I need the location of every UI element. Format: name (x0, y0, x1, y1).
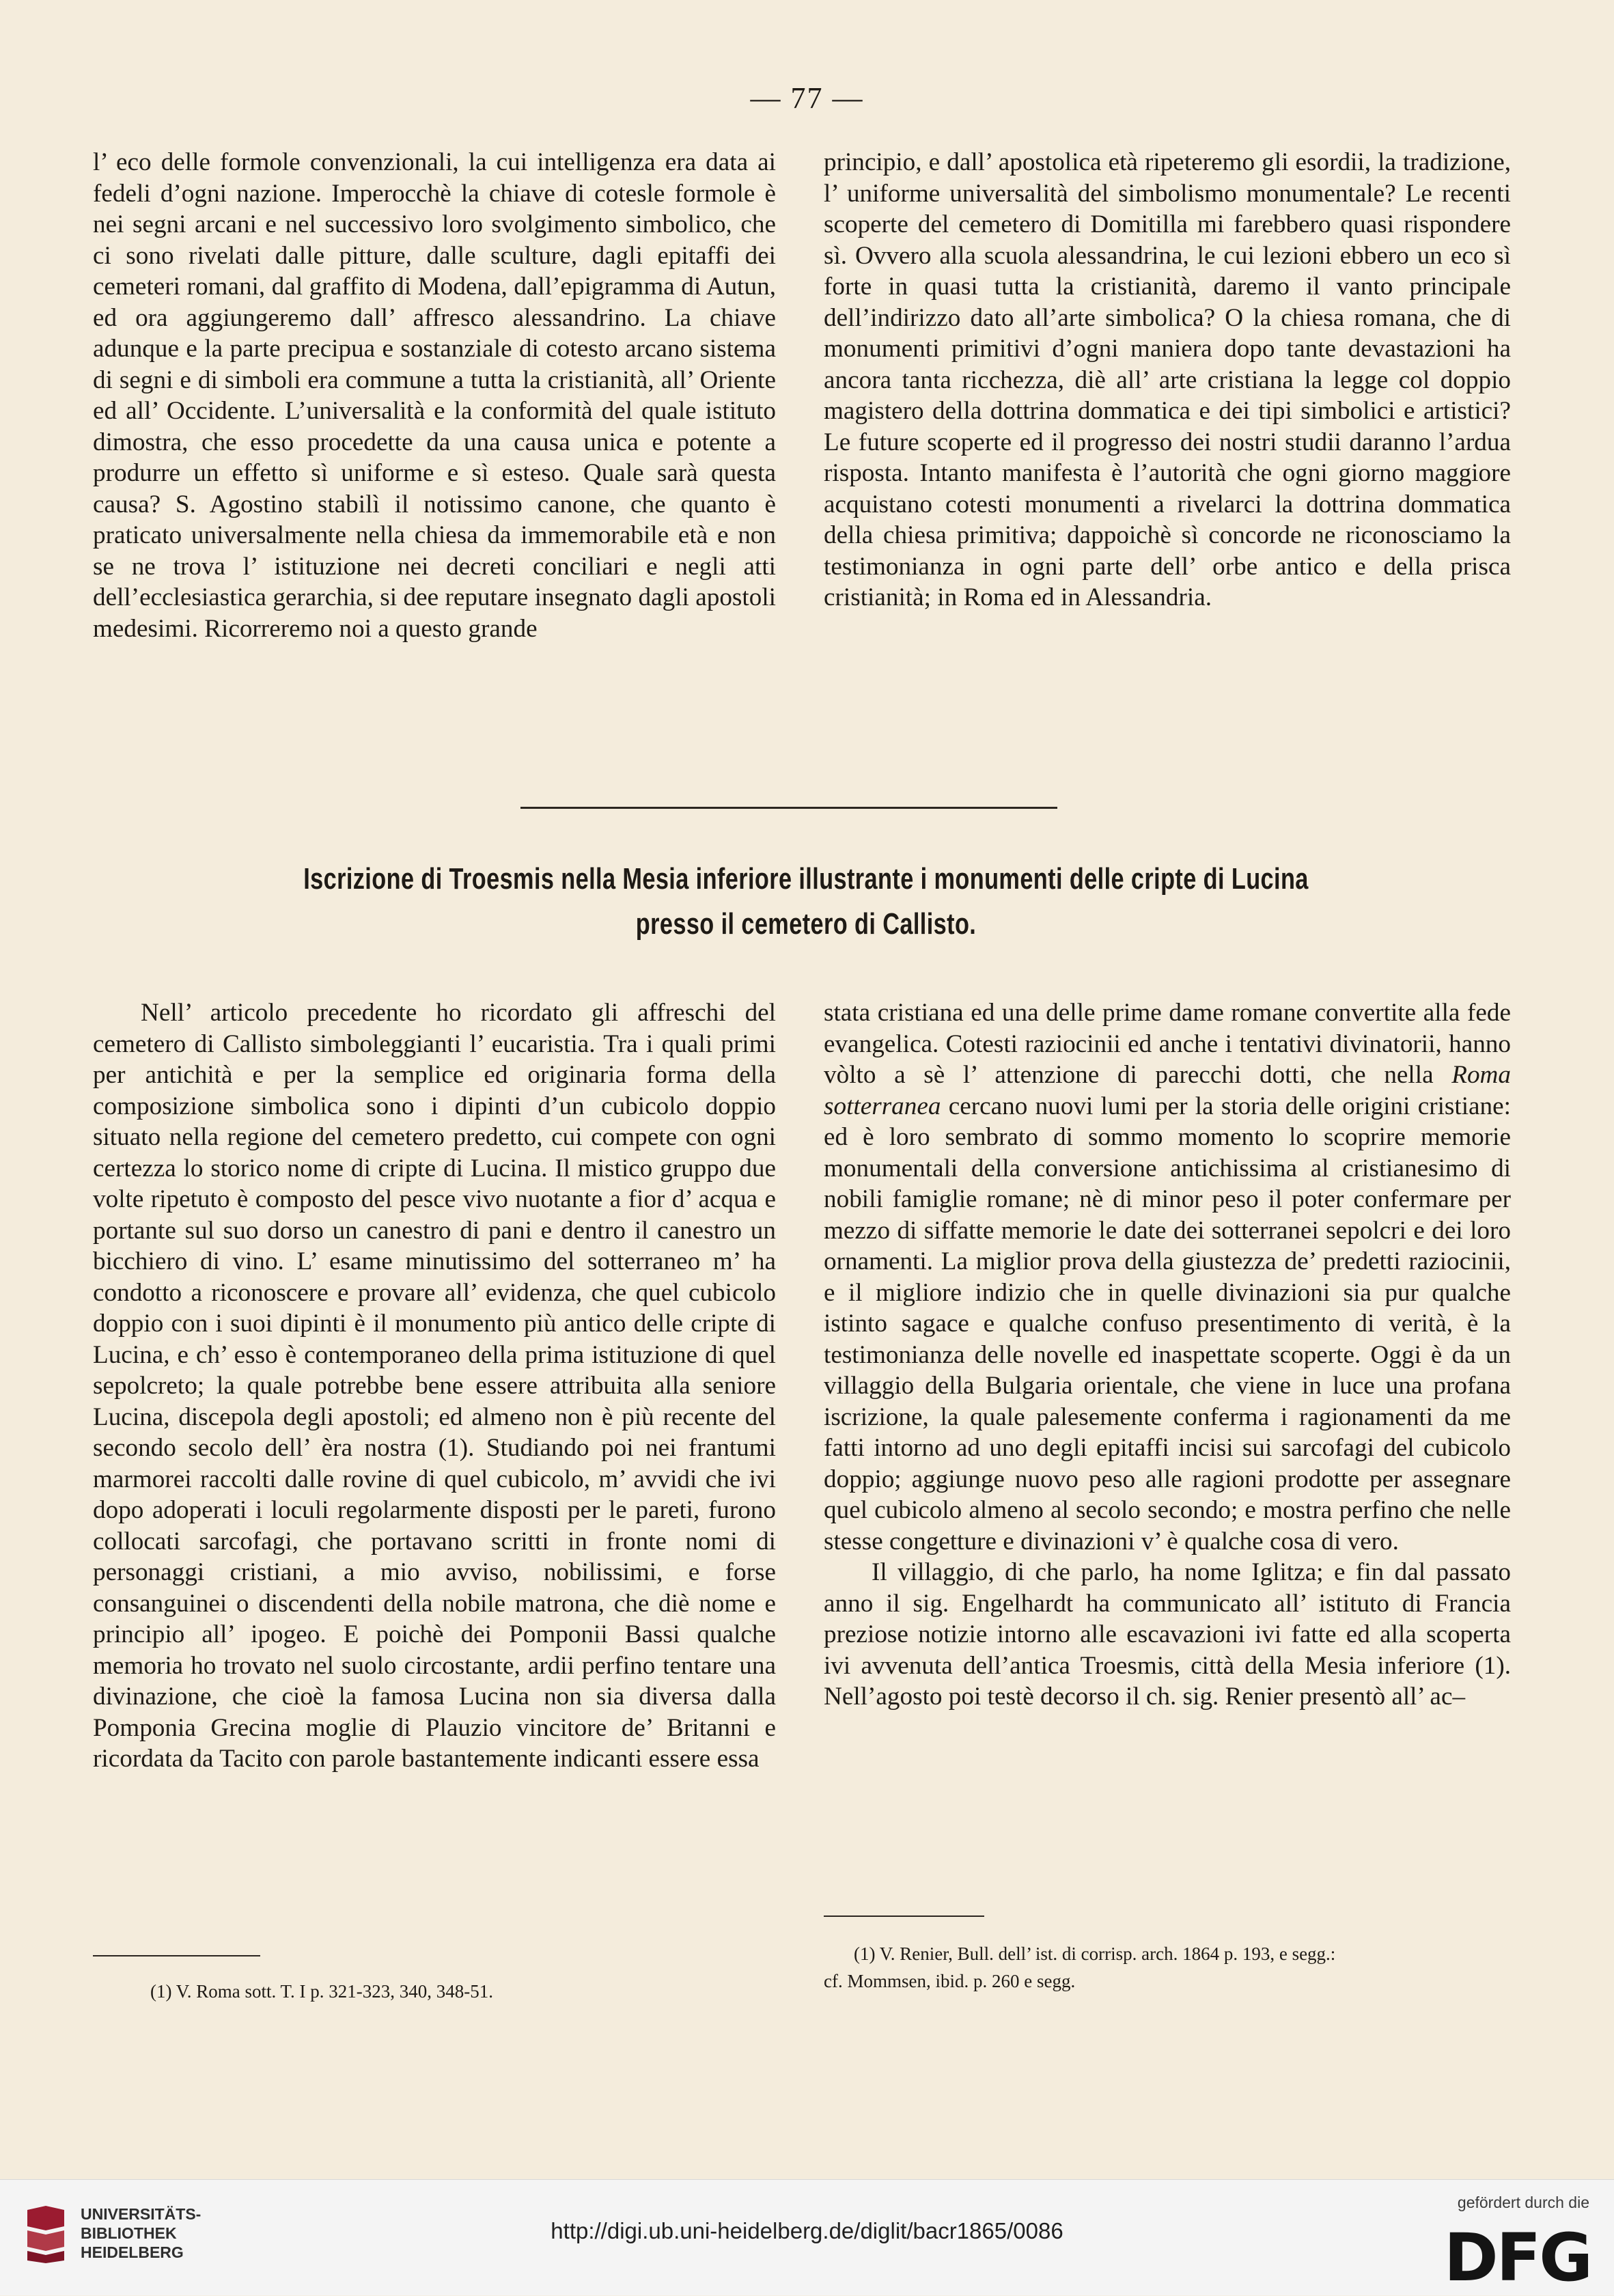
footnote-rule (93, 1955, 260, 1956)
top-left-column (93, 147, 776, 644)
footnote-right (824, 1940, 1509, 1995)
dfg-logo-icon: DFG (1443, 2219, 1591, 2296)
paragraph: l’ eco delle formole convenzionali, la cui intelligenza era data ai fedeli d’ogni nazione. Imperocchè la chiave di cotesle formole è nei segni arcani e nel successivo loro svolgimento simbolico, che ci sono rivelati dalle pitture, dalle sculture, dagli epitaffi dei cemeteri romani, dal graffito di Modena, dall’epigramma di Autun, ed ora aggiungeremo dall’ affresco alessandrino. La chiave adunque e la parte precipua e sostanziale di cotesto arcano sistema di segni e di simboli era commune a tutta la cristianità, all’ Oriente ed all’ Occidente. L’universalità e la conformità del quale istituto dimostra, che esso procedette da una causa unica e potente a produrre un effetto sì uniforme e sì esteso. Quale sarà questa causa? S. Agostino stabilì il notissimo canone, che quanto è praticato universalmente nella chiesa da immemorabile età e non se ne trova l’ istituzione nei decreti conciliari e negli atti dell’ecclesiastica gerarchia, si dee reputare insegnato dagli apostoli medesimi. Ricorreremo noi a questo grande (93, 148, 776, 643)
text-run: stata cristiana ed una delle prime dame romane convertite alla fede evangelica. Cotesti raziocinii ed anche i tentativi divinatorii, hanno vòlto a sè l’ attenzione di parecchi dotti, che nella (824, 999, 1511, 1089)
paragraph: Nell’ articolo precedente ho ricordato gli affreschi del cemetero di Callisto simboleggianti l’ eucaristia. Tra i quali primi per antichità e per la semplice ed originaria forma della composizione simbolica sono i dipinti d’un cubicolo doppio situato nella regione del cemetero predetto, cui compete con ogni certezza lo storico nome di cripte di Lucina. Il mistico gruppo due volte ripetuto è composto del pesce vivo nuotante a fior d’ acqua e portante sul suo dorso un canestro di pani e dentro il canestro un bicchiero di vino. L’ esame minutissimo del sotterraneo m’ ha condotto a riconoscere e provare all’ evidenza, che quel cubicolo doppio con i suoi dipinti è il monumento più antico delle cripte di Lucina, e ch’ esso è contemporaneo della prima istituzione di quel sepolcreto; la quale potrebbe bene essere attribuita alla seniore Lucina, discepola degli apostoli; ed almeno non è più recente del secondo secolo dell’ èra nostra (1). Studiando poi nei frantumi marmorei raccolti dalle rovine di quel cubicolo, m’ avvidi che ivi dopo adoperati i loculi regolarmente disposti per le pareti, furono collocati sarcofagi, che portavano scritti in fronte nomi di personaggi cristiani, a mio avviso, nobilissimi, e forse consanguinei o discendenti della nobile matrona, che diè nome e principio all’ ipogeo. E poichè dei Pomponii Bassi qualche memoria ho trovato nel suolo circostante, ardii perfino tentare una divinazione, che cioè la famosa Lucina non sia diversa dalla Pomponia Grecina moglie di Plauzio vincitore de’ Britanni e ricordata da Tacito con parole bastantemente indicanti essere essa (93, 999, 776, 1773)
top-right-column (824, 147, 1511, 613)
footnote-left: (1) V. Roma sott. T. I p. 321-323, 340, 348-51. (150, 1981, 493, 2002)
section-divider (520, 807, 1057, 809)
library-name-line: BIBLIOTHEK (81, 2224, 177, 2242)
funding-label: gefördert durch die (1457, 2194, 1589, 2211)
footnote-rule (824, 1915, 984, 1917)
footnote-line: (1) V. Renier, Bull. dell’ ist. di corrisp. arch. 1864 p. 193, e segg.: (854, 1944, 1336, 1964)
italic-title: Roma sotterranea (824, 1061, 1511, 1120)
article-title-line-2: presso il cemetero di Callisto. (635, 907, 977, 941)
paragraph: principio, e dall’ apostolica età ripeteremo gli esordii, la tradizione, l’ uniforme universalità del simbolismo monumentale? Le recenti scoperte del cemetero di Domitilla mi farebbero quasi rispondere sì. Ovvero alla scuola alessandrina, le cui lezioni ebbero un eco sì forte in quasi tutta la cristianità, daremo il vanto principale dell’indirizzo dato all’arte simbolica? O la chiesa romana, che di monumenti primitivi d’ogni maniera dopo tante devastazioni ha ancora tanta ricchezza, diè all’ arte cristiana la legge col doppio magistero della dottrina dommatica e dei tipi simbolici e artistici? Le future scoperte ed il progresso dei nostri studii daranno l’ardua risposta. Intanto manifesta è l’autorità che ogni giorno maggiore acquistano cotesti monumenti a rivelarci la dottrina dommatica della chiesa primitiva; dappoichè sì concorde ne riconosciamo la testimonianza in ogni parte dell’ orbe antico e della prisca cristianità; in Roma ed in Alessandria. (824, 148, 1511, 611)
text-run: cercano nuovi lumi per la storia delle origini cristiane: ed è loro sembrato di sommo momento lo scoprire memorie monumentali della conversione antichissima al cristianesimo di nobili famiglie romane; nè di minor peso il poter confermare per mezzo di siffatte memorie le date dei sotterranei sepolcri e dei loro ornamenti. La miglior prova della giustezza de’ predetti raziocinii, e il migliore indizio che in quelle divinazioni sia pur qualche istinto sagace e qualche confuso presentimento di verità, è la testimonianza delle novelle ed inaspettate scoperte. Oggi è da un villaggio della Bulgaria orientale, che viene in luce una profana iscrizione, la quale palesemente conferma i ragionamenti da me fatti intorno ad uno degli epitaffi incisi sui sarcofagi del cubicolo doppio; aggiunge nuovo peso alle ragioni prodotte per assegnare quel cubicolo almeno al secolo secondo; e mostra perfino che nelle stesse congetture e divinazioni v’ è qualche cosa di vero. (824, 1092, 1511, 1555)
page-number: — 77 — (750, 81, 864, 115)
library-name-line: UNIVERSITÄTS- (81, 2205, 201, 2223)
paragraph: Il villaggio, di che parlo, ha nome Iglitza; e fin dal passato anno il sig. Engelhardt ha communicato all’ istituto di Francia preziose notizie intorno alle escavazioni ivi fatte ed alla scoperta ivi avvenuta dell’antica Troesmis, città della Mesia inferiore (1). Nell’agosto poi testè decorso il ch. sig. Renier presentò all’ ac– (824, 1558, 1511, 1711)
digitization-footer (0, 2179, 1614, 2295)
paragraph (824, 997, 1511, 1557)
source-url-link[interactable]: http://digi.ub.uni-heidelberg.de/diglit/bacr1865/0086 (551, 2218, 1063, 2243)
bottom-left-column (93, 997, 776, 1775)
article-title-line-1: Iscrizione di Troesmis nella Mesia inferiore illustrante i monumenti delle cripte di Lucina (303, 862, 1309, 896)
library-name-line: HEIDELBERG (81, 2243, 184, 2261)
footnote-line: cf. Mommsen, ibid. p. 260 e segg. (824, 1971, 1076, 1991)
bottom-right-column (824, 997, 1511, 1713)
